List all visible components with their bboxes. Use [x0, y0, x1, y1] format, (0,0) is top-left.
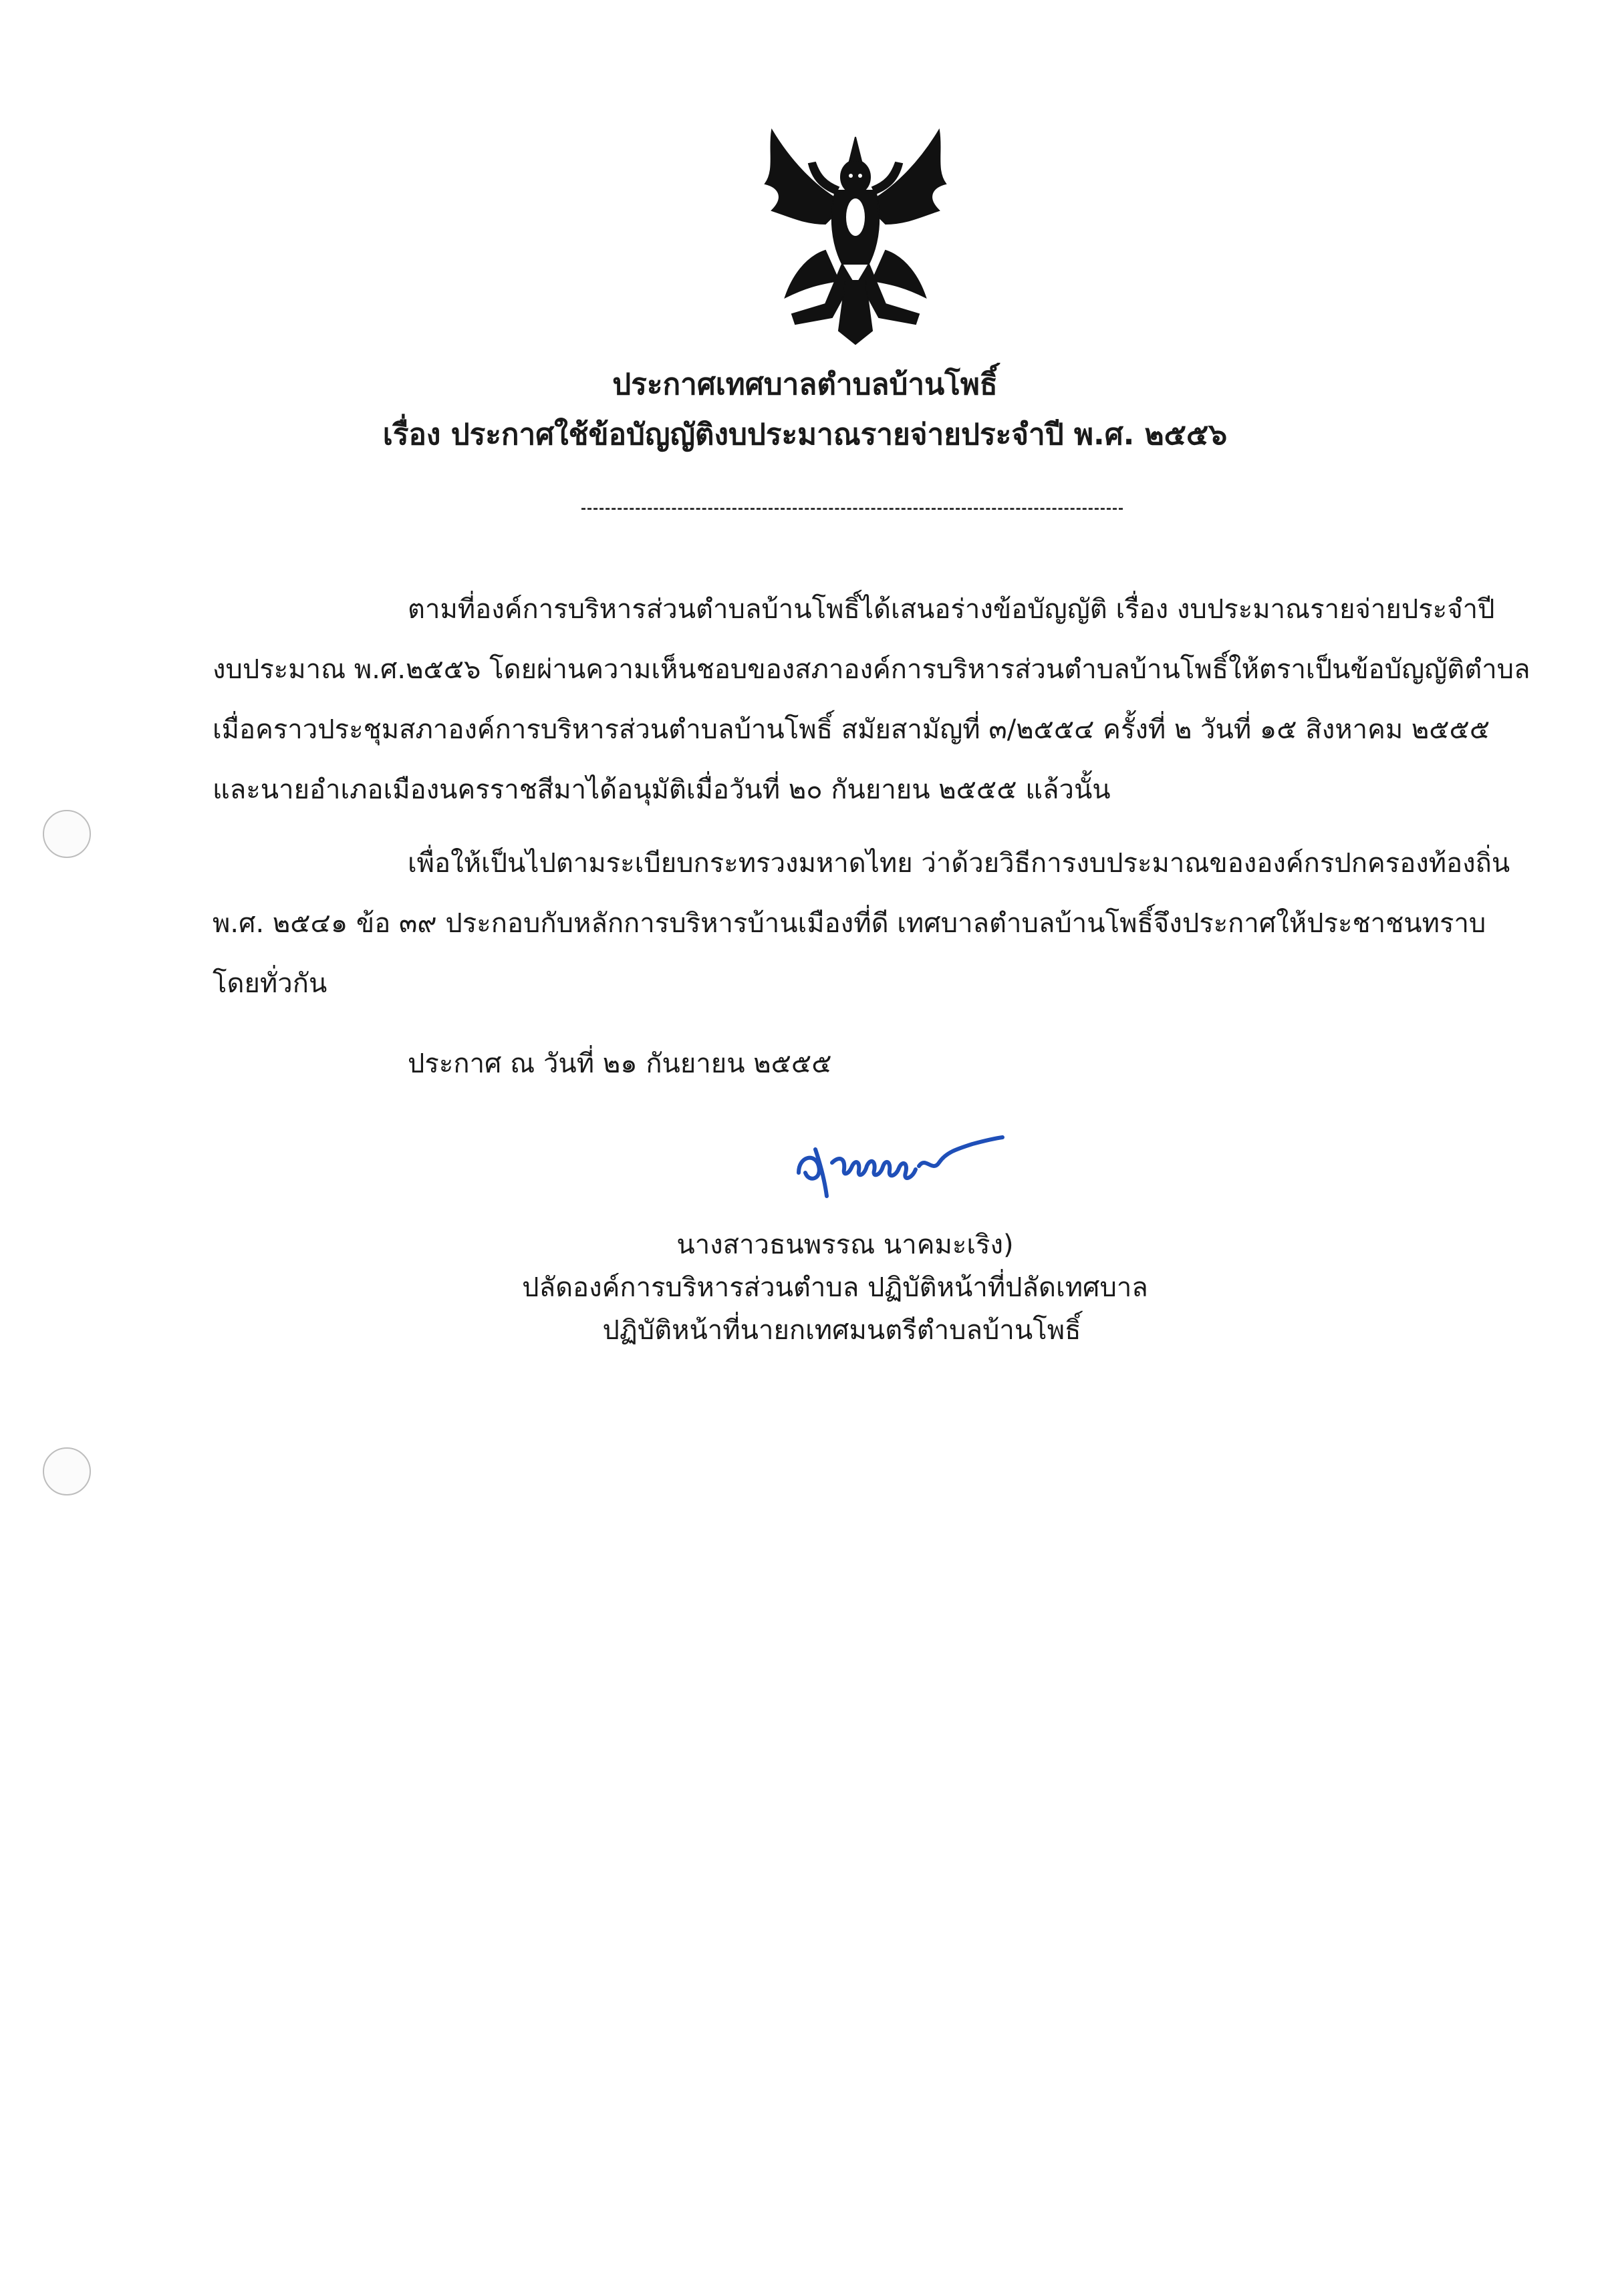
paragraph-1-line-1: ตามที่องค์การบริหารส่วนตำบลบ้านโพธิ์ได้เสนอร่างข้อบัญญัติ เรื่อง งบประมาณรายจ่ายประจำปี [408, 594, 1495, 625]
handwritten-signature [785, 1109, 1013, 1209]
paragraph-2-line-2: พ.ศ. ๒๕๔๑ ข้อ ๓๙ ประกอบกับหลักการบริหารบ้านเมืองที่ดี เทศบาลตำบลบ้านโพธิ์จึงประกาศให้ประชาชนทราบ [213, 908, 1486, 939]
signatory-position-2: ปฏิบัติหน้าที่นายกเทศมนตรีตำบลบ้านโพธิ์ [602, 1315, 1081, 1346]
paragraph-1-line-2: งบประมาณ พ.ศ.๒๕๕๖ โดยผ่านความเห็นชอบของสภาองค์การบริหารส่วนตำบลบ้านโพธิ์ให้ตราเป็นข้อบัญญัติตำบล [213, 654, 1530, 685]
paragraph-1-line-3: เมื่อคราวประชุมสภาองค์การบริหารส่วนตำบลบ้านโพธิ์ สมัยสามัญที่ ๓/๒๕๕๔ ครั้งที่ ๒ วันที่ ๑๕ สิงหาคม ๒๕๕๕ [213, 714, 1490, 745]
paragraph-2-line-1: เพื่อให้เป็นไปตามระเบียบกระทรวงมหาดไทย ว่าด้วยวิธีการงบประมาณขององค์กรปกครองท้องถิ่น [408, 848, 1510, 879]
paragraph-2-line-3: โดยทั่วกัน [213, 968, 327, 999]
paragraph-1-line-4: และนายอำเภอเมืองนครราชสีมาได้อนุมัติเมื่อวันที่ ๒๐ กันยายน ๒๕๕๕ แล้วนั้น [213, 774, 1111, 805]
signatory-name: นางสาวธนพรรณ นาคมะเริง) [676, 1230, 1014, 1260]
garuda-emblem-icon [745, 124, 966, 351]
signatory-position-1: ปลัดองค์การบริหารส่วนตำบล ปฏิบัติหน้าที่ปลัดเทศบาล [522, 1272, 1148, 1303]
announcement-subject: เรื่อง ประกาศใช้ข้อบัญญัติงบประมาณรายจ่ายประจำปี พ.ศ. ๒๕๕๖ [382, 418, 1228, 452]
dashed-divider [581, 508, 1123, 510]
punch-hole [43, 810, 91, 858]
announcement-title: ประกาศเทศบาลตำบลบ้านโพธิ์ [612, 368, 998, 402]
announcement-date: ประกาศ ณ วันที่ ๒๑ กันยายน ๒๕๕๕ [408, 1048, 832, 1079]
punch-hole [43, 1447, 91, 1495]
